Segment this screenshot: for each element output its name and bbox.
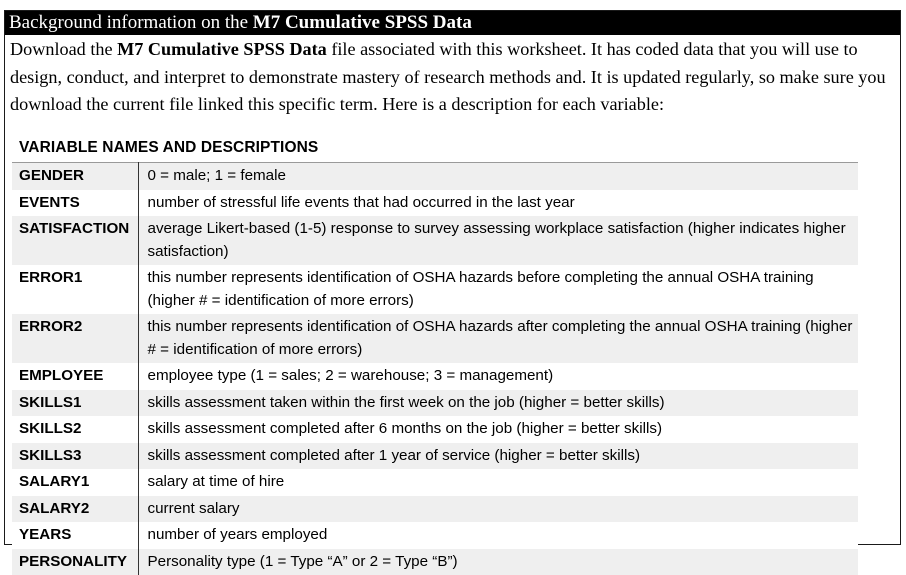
- intro-text-1: Download the: [10, 39, 117, 59]
- variable-description: this number represents identification of OSHA hazards after completing the annual OSHA training (higher # = identification of more errors): [138, 314, 858, 363]
- variable-name: SKILLS1: [12, 390, 138, 417]
- table-row: [12, 416, 858, 443]
- table-row: [12, 216, 858, 265]
- variable-description: skills assessment taken within the first week on the job (higher = better skills): [138, 390, 858, 417]
- table-row: [12, 363, 858, 390]
- variable-name: YEARS: [12, 522, 138, 549]
- section-header: [5, 11, 900, 35]
- variable-name: ERROR2: [12, 314, 138, 363]
- variable-name: ERROR1: [12, 265, 138, 314]
- variables-heading: VARIABLE NAMES AND DESCRIPTIONS: [19, 139, 318, 157]
- variable-name: SALARY2: [12, 496, 138, 523]
- variable-name: SATISFACTION: [12, 216, 138, 265]
- table-row: [12, 190, 858, 217]
- variable-description: number of stressful life events that had occurred in the last year: [138, 190, 858, 217]
- table-row: [12, 549, 858, 575]
- variable-description: Personality type (1 = Type “A” or 2 = Type “B”): [138, 549, 858, 575]
- variable-name: GENDER: [12, 163, 138, 190]
- variable-description: current salary: [138, 496, 858, 523]
- variable-description: employee type (1 = sales; 2 = warehouse; 3 = management): [138, 363, 858, 390]
- worksheet-frame: [4, 10, 901, 545]
- variable-name: SKILLS3: [12, 443, 138, 470]
- header-title-prefix: Background information on the: [9, 12, 253, 33]
- variable-description: average Likert-based (1-5) response to survey assessing workplace satisfaction (higher indicates higher satisfaction): [138, 216, 858, 265]
- table-row: [12, 265, 858, 314]
- variable-description: number of years employed: [138, 522, 858, 549]
- table-row: [12, 443, 858, 470]
- variable-description: this number represents identification of OSHA hazards before completing the annual OSHA training (higher # = identification of more errors): [138, 265, 858, 314]
- variable-description: 0 = male; 1 = female: [138, 163, 858, 190]
- variable-name: SALARY1: [12, 469, 138, 496]
- intro-bold-filename: M7 Cumulative SPSS Data: [117, 39, 327, 59]
- table-row: [12, 496, 858, 523]
- variable-name: PERSONALITY: [12, 549, 138, 575]
- table-row: [12, 390, 858, 417]
- variable-name: EVENTS: [12, 190, 138, 217]
- variable-description: skills assessment completed after 6 months on the job (higher = better skills): [138, 416, 858, 443]
- header-title-bold: M7 Cumulative SPSS Data: [253, 12, 472, 33]
- table-row: [12, 522, 858, 549]
- table-row: [12, 469, 858, 496]
- variable-name: SKILLS2: [12, 416, 138, 443]
- variables-table: [12, 162, 858, 575]
- table-row: [12, 314, 858, 363]
- intro-text-2: file associated with this worksheet. It has coded data that you will use to design, conduct, and interpret to demonstrate mastery of research methods and. It is updated regularly, so make sure you download the current file linked this specific term. Here is a description for each variable:: [10, 39, 886, 114]
- variable-description: skills assessment completed after 1 year of service (higher = better skills): [138, 443, 858, 470]
- variable-description: salary at time of hire: [138, 469, 858, 496]
- variable-name: EMPLOYEE: [12, 363, 138, 390]
- intro-paragraph: [10, 36, 898, 119]
- table-row: [12, 163, 858, 190]
